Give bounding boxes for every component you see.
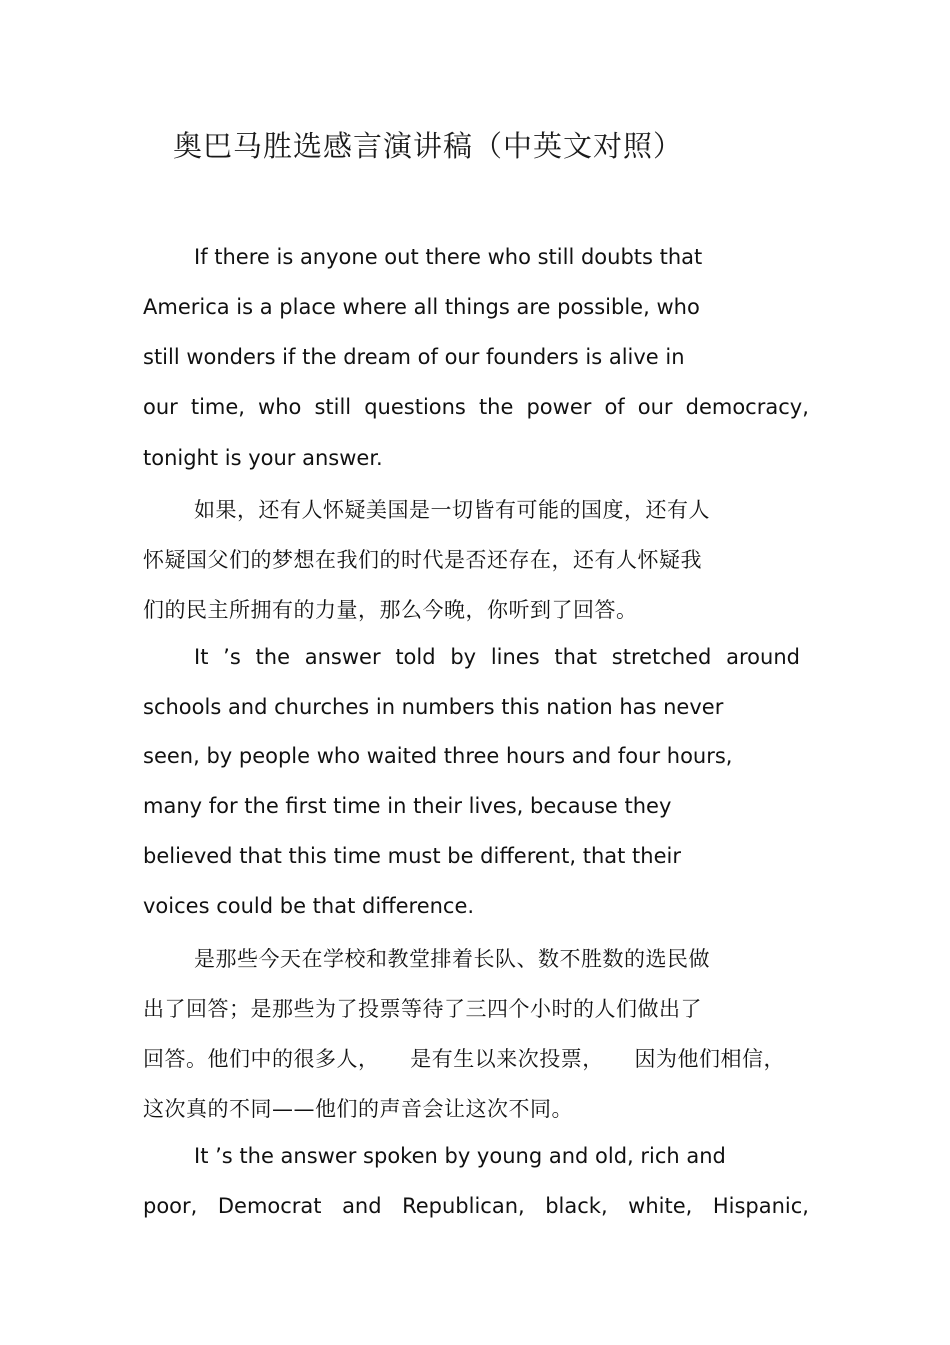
- word: our: [143, 395, 178, 419]
- word: 是有生以来次投票，: [410, 1047, 604, 1071]
- text-line: believed that this time must be different, that their: [143, 844, 681, 868]
- word: that: [554, 645, 598, 669]
- text-line-justified: [194, 645, 800, 669]
- text-line: seen, by people who waited three hours and four hours,: [143, 744, 733, 768]
- word: who: [258, 395, 302, 419]
- word: told: [395, 645, 436, 669]
- word: still: [314, 395, 352, 419]
- word: 因为他们相信，: [634, 1047, 785, 1071]
- word: and: [342, 1194, 382, 1218]
- text-line-cn-justified: [143, 1043, 785, 1073]
- word: white,: [628, 1194, 693, 1218]
- word: the: [255, 645, 290, 669]
- word: the: [478, 395, 514, 419]
- word: our: [637, 395, 673, 419]
- word: Hispanic,: [712, 1194, 809, 1218]
- word: stretched: [611, 645, 712, 669]
- word: power: [526, 395, 592, 419]
- text-line-justified: [143, 395, 809, 419]
- word: around: [726, 645, 800, 669]
- text-line: It ’s the answer spoken by young and old, rich and: [194, 1144, 726, 1168]
- text-line-cn: 这次真的不同——他们的声音会让这次不同。: [143, 1097, 573, 1121]
- word: 回答。他们中的很多人，: [143, 1047, 380, 1071]
- text-line-cn: 们的民主所拥有的力量，那么今晚，你听到了回答。: [143, 598, 638, 622]
- text-line-justified: [143, 1194, 809, 1218]
- word: of: [604, 395, 625, 419]
- word: poor,: [143, 1194, 198, 1218]
- word: Republican,: [402, 1194, 525, 1218]
- text-line: schools and churches in numbers this nation has never: [143, 695, 724, 719]
- word: black,: [545, 1194, 608, 1218]
- word: lines: [490, 645, 540, 669]
- text-line: tonight is your answer.: [143, 446, 383, 470]
- text-line: America is a place where all things are possible, who: [143, 295, 700, 319]
- text-line-cn: 怀疑国父们的梦想在我们的时代是否还存在，还有人怀疑我: [143, 548, 702, 572]
- word: questions: [364, 395, 466, 419]
- word: answer: [304, 645, 381, 669]
- page-title: 奥巴马胜选感言演讲稿（中英文对照）: [173, 129, 684, 163]
- word: by: [450, 645, 477, 669]
- word: democracy,: [685, 395, 809, 419]
- word: ’s: [223, 645, 241, 669]
- word: time,: [190, 395, 245, 419]
- text-line: still wonders if the dream of our founders is alive in: [143, 345, 685, 369]
- text-line-cn: 出了回答；是那些为了投票等待了三四个小时的人们做出了: [143, 997, 702, 1021]
- text-line-cn: 是那些今天在学校和教堂排着长队、数不胜数的选民做: [194, 947, 710, 971]
- text-line: many for the first time in their lives, because they: [143, 794, 672, 818]
- text-line: If there is anyone out there who still doubts that: [194, 245, 703, 269]
- text-line: voices could be that difference.: [143, 894, 475, 918]
- word: Democrat: [217, 1194, 322, 1218]
- text-line-cn: 如果，还有人怀疑美国是一切皆有可能的国度，还有人: [194, 498, 710, 522]
- word: It: [194, 645, 209, 669]
